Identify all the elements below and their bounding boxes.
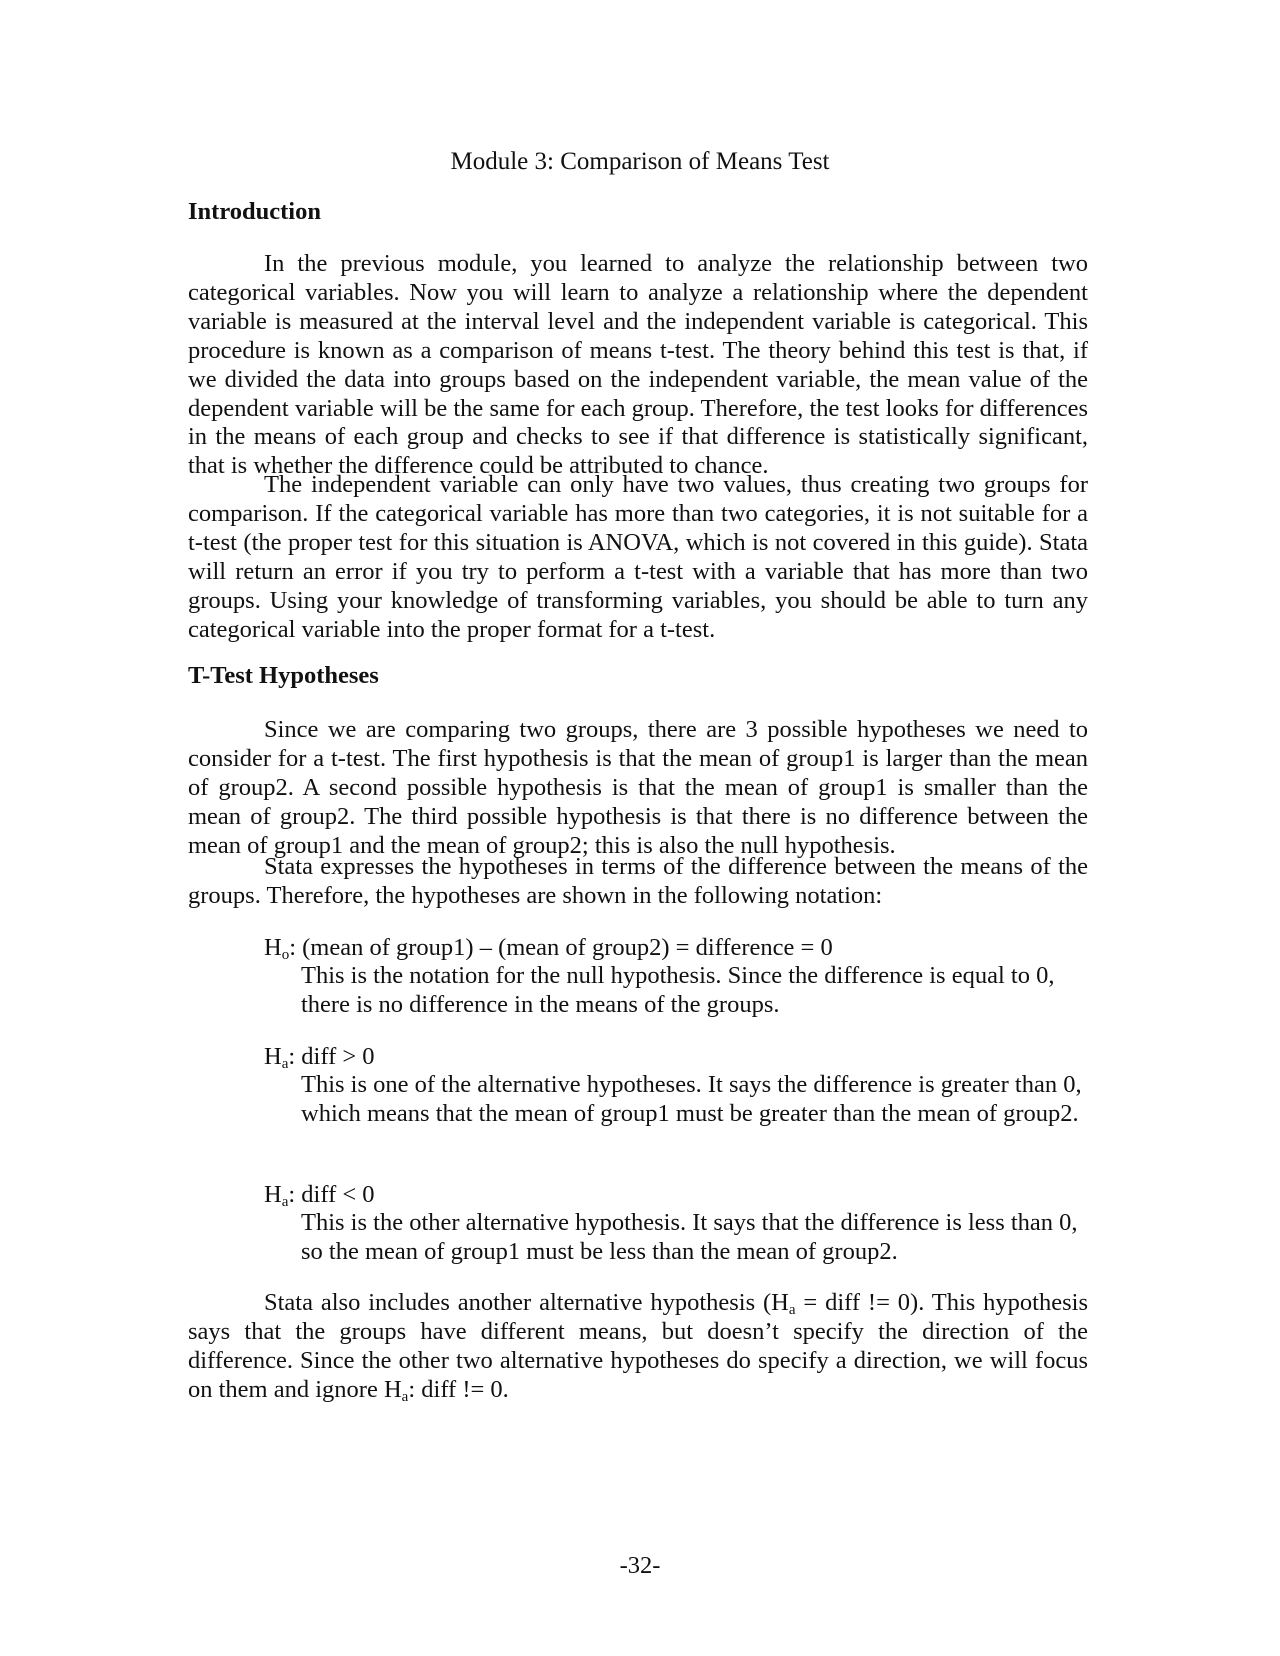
null-hypothesis-statement <box>264 933 833 962</box>
hypothesis-symbol: H <box>264 1181 282 1208</box>
null-hypothesis-description: This is the notation for the null hypothesis. Since the difference is equal to 0, there is no difference in the means of the groups. <box>301 962 1055 1018</box>
introduction-paragraph-2: The independent variable can only have two values, thus creating two groups for comparison. If the categorical variable has more than two categories, it is not suitable for a t-test (the proper test for this situation is ANOVA, which is not covered in this guide). Stata will return an error if you try to perform a t-test with a variable that has more than two groups. Using your knowledge of transforming variables, you should be able to turn any categorical variable into the proper format for a t-test. <box>188 471 1088 643</box>
closing-subscript-1: a <box>788 1302 796 1318</box>
section-heading-ttest-hypotheses: T-Test Hypotheses <box>188 662 379 689</box>
page-title: Module 3: Comparison of Means Test <box>450 148 830 175</box>
closing-subscript-2: a <box>401 1388 409 1405</box>
introduction-paragraph-1: In the previous module, you learned to analyze the relationship between two categorical variables. Now you will learn to analyze a relationship where the dependent variable is measured at the interval level and the independent variable is categorical. This procedure is known as a comparison of means t-test. The theory behind this test is that, if we divided the data into groups based on the independent variable, the mean value of the dependent variable will be the same for each group. Therefore, the test looks for differences in the means of each group and checks to see if that difference is statistically significant, that is whether the difference could be attributed to chance. <box>188 250 1088 480</box>
hypotheses-paragraph-1: Since we are comparing two groups, there are 3 possible hypotheses we need to consider for a t-test. The first hypothesis is that the mean of group1 is larger than the mean of group2. A second possible hypothesis is that the mean of group1 is smaller than the mean of group2. The third possible hypothesis is that there is no difference between the mean of group1 and the mean of group2; this is also the null hypothesis. <box>188 716 1088 859</box>
alt-hypothesis-less-statement <box>264 1180 375 1209</box>
hypothesis-equation: : diff < 0 <box>288 1181 375 1208</box>
hypothesis-subscript: a <box>281 1056 289 1072</box>
closing-text-part-2: = diff != 0). This hypothesis says that the groups have different means, but doesn’t specify the direction of the difference. Since the other two alternative hypotheses do specify a direction, we will focus on them and ignore H <box>188 1289 1088 1403</box>
alt-hypothesis-greater-statement <box>264 1042 375 1071</box>
page-number: -32- <box>619 1552 661 1579</box>
hypothesis-symbol: H <box>264 934 282 961</box>
alt-hypothesis-less-description: This is the other alternative hypothesis. It says that the difference is less than 0, so the mean of group1 must be less than the mean of group2. <box>301 1209 1078 1265</box>
hypothesis-symbol: H <box>264 1043 282 1070</box>
section-heading-introduction: Introduction <box>188 198 321 225</box>
hypothesis-subscript: a <box>281 1194 289 1210</box>
closing-paragraph <box>188 1289 1088 1405</box>
hypotheses-paragraph-2: Stata expresses the hypotheses in terms of the difference between the means of the groups. Therefore, the hypotheses are shown in the following notation: <box>188 853 1088 909</box>
alt-hypothesis-greater-description: This is one of the alternative hypotheses. It says the difference is greater than 0, which means that the mean of group1 must be greater than the mean of group2. <box>301 1071 1082 1127</box>
closing-text-part-3: : diff != 0. <box>408 1375 509 1403</box>
hypothesis-equation: : (mean of group1) – (mean of group2) = difference = 0 <box>289 934 833 961</box>
closing-text-part-1: Stata also includes another alternative hypothesis (H <box>264 1289 789 1316</box>
hypothesis-equation: : diff > 0 <box>288 1043 375 1070</box>
hypothesis-subscript: o <box>281 947 290 963</box>
